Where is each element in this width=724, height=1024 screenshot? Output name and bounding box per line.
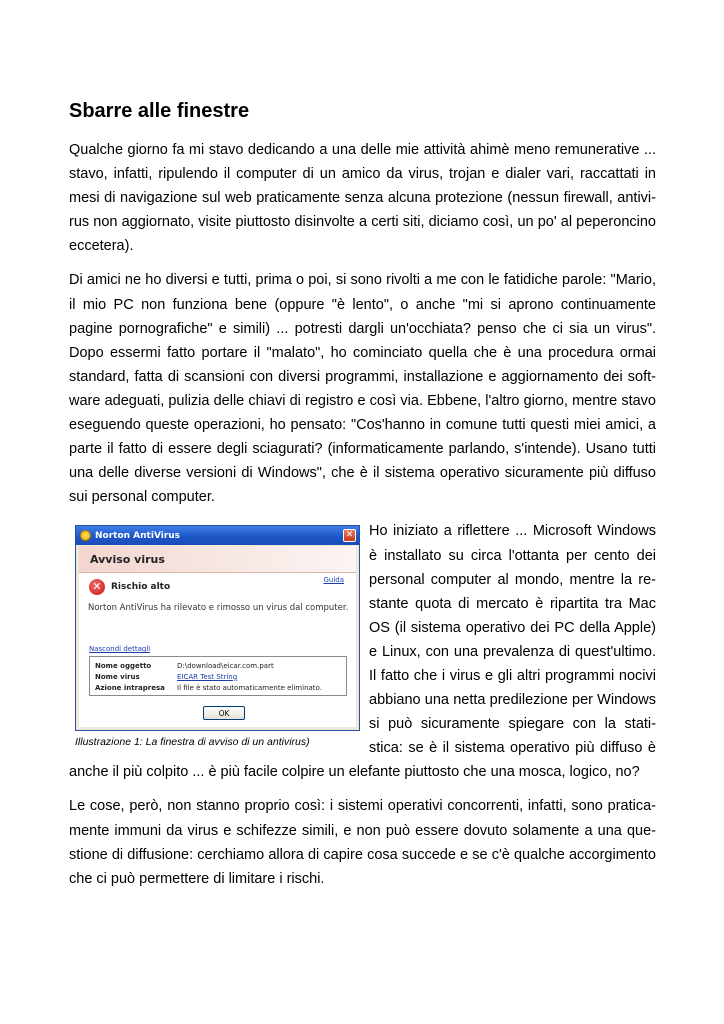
detail-value-link: EICAR Test String [177,672,238,681]
document-title: Sbarre alle finestre [69,100,250,122]
paragraph-2: Di amici ne ho diversi e tutti, prima o poi, si sono rivolti a me con le fatidiche parole: "Mario, il mio PC non funziona bene (oppure "è lento", o anche "mi si aprono continuamente pagine pornografiche" e simili) ... potresti dargli un'occhiata? penso che ci sia un virus". Dopo essermi fatto portare il "malato", ho cominciato quella che è una procedura ormai standard, fatta di scansioni con diversi programmi, installazione e aggiornamento dei software adeguati, pulizia delle chiavi di registro e così via. Ebbene, l'altro giorno, mentre stavo eseguendo queste operazioni, ho pensato: "Cos'hanno in comune tutti questi miei amici, a parte il fatto di essere degli sciagurati? (informaticamente parlando, s'intende). Usano tutti una delle diverse versioni di Windows", che è il sistema operativo sicuramente più diffuso sui personal computer. [69,272,656,506]
detail-value: Il file è stato automaticamente eliminato. [177,683,322,692]
paragraph-4: Le cose, però, non stanno proprio così: i sistemi operativi concorrenti, infatti, sono praticamente immuni da virus e schifezze simili, e non può essere dovuto solamente a una questione di diffusione: cerchiamo allora di capire cosa succede e se c'è qualche accorgimento che ci può permettere di limitare i rischi. [69,798,656,887]
norton-logo-icon [80,530,91,541]
paragraph-1: Qualche giorno fa mi stavo dedicando a una delle mie attività ahimè meno remunerative ... stavo, infatti, ripulendo il computer di un amico da virus, trojan e dialer vari, raccattati in mesi di navigazione sul web praticamente senza alcuna protezione (nessun firewall, antivirus non aggiornato, visite piuttosto disinvolte a certi siti, diciamo così, un po' al peperoncino eccetera). [69,142,656,255]
detail-row [95,660,346,671]
detail-value: D:\download\eicar.com.part [177,661,274,670]
dialog-body [79,546,356,727]
detail-label: Nome oggetto [95,661,152,670]
detail-row [95,682,346,693]
detail-label: Nome virus [95,672,140,681]
guide-link: Guida [323,576,344,585]
high-risk-icon: ✕ [89,579,105,595]
dialog-titlebar [76,526,359,545]
details-box [89,656,347,696]
paragraph-3: Ho iniziato a riflettere ... Microsoft Windows è installato su circa l'ottanta per cento dei personal computer al mondo, mentre la restante quota di mercato è ripartita tra Mac OS (il sistema operativo dei PC della Apple) e Linux, con una prevalenza di quest'ultimo. Il fatto che i virus e gli altri programmi nocivi abbiano una netta predilezione per Windows si può sicuramente spiegare con la statistica: se è il sistema operativo più diffuso è anche il più colpito ... è più facile colpire un elefante piuttosto che una mosca, logico, no? [69,523,656,781]
detail-label: Azione intrapresa [95,683,165,692]
ok-button: OK [203,706,245,720]
hide-details-link: Nascondi dettagli [89,645,151,654]
dialog-header: Avviso virus [79,546,356,573]
close-icon: ✕ [343,529,356,542]
detail-row [95,671,346,682]
figure-caption: Illustrazione 1: La finestra di avviso di un antivirus) [75,736,310,749]
dialog-window-title: Norton AntiVirus [95,530,181,541]
risk-row [89,579,170,595]
figure-antivirus-dialog [75,525,362,749]
norton-dialog-screenshot [75,525,360,731]
dialog-message: Norton AntiVirus ha rilevato e rimosso un virus dal computer. [88,603,349,614]
document-page [69,98,656,901]
risk-label: Rischio alto [111,582,171,593]
